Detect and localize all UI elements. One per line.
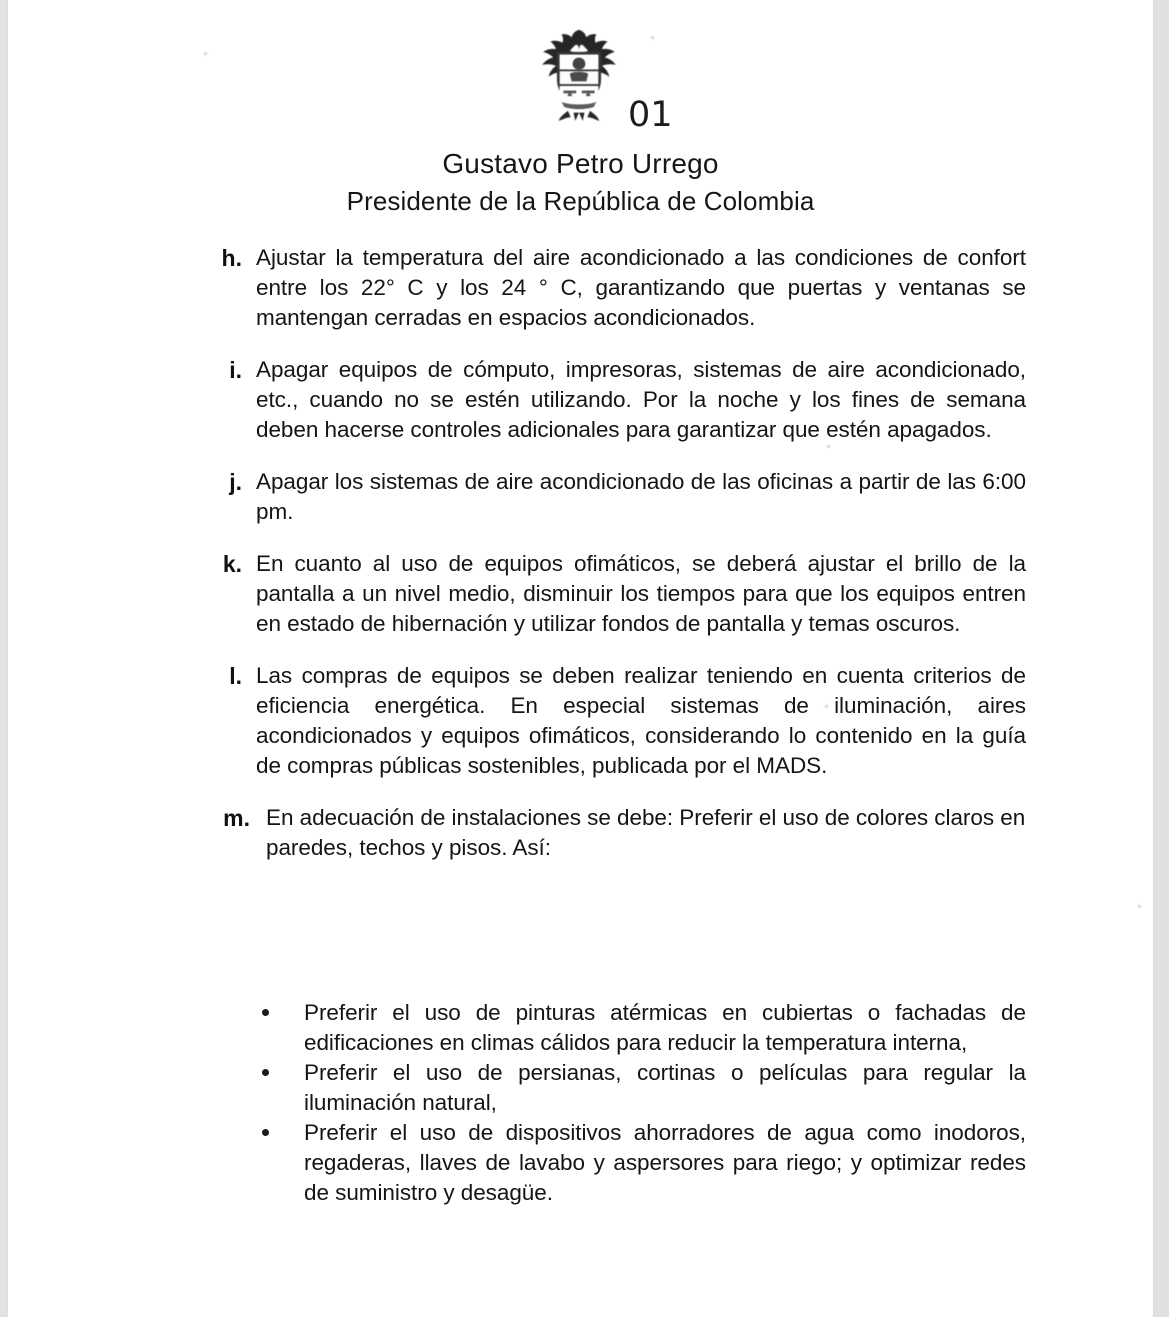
bullet-dot-icon [262,1129,269,1136]
page-left-margin-strip [0,0,8,1317]
clause-text: Las compras de equipos se deben realizar teniendo en cuenta criterios de eficiencia energética. En especial sistemas de iluminación, aires acondicionados y equipos ofimáticos, considerando lo contenido en la guía de compras públicas sostenibles, publicada por el MADS. [256,663,1026,778]
clause-item [8,661,1153,781]
clause-text: Ajustar la temperatura del aire acondicionado a las condiciones de confort entre los 22° C y los 24 ° C, garantizando que puertas y ventanas se mantengan cerradas en espacios acondicionados. [256,245,1026,330]
clause-text: Apagar equipos de cómputo, impresoras, sistemas de aire acondicionado, etc., cuando no se estén utilizando. Por la noche y los fines de semana deben hacerse controles adicionales para garantizar que estén apagados. [256,357,1026,442]
document-page [8,0,1153,1317]
list-item-text: Preferir el uso de pinturas atérmicas en cubiertas o fachadas de edificaciones en climas cálidos para reducir la temperatura interna, [304,1000,1026,1055]
lettered-clause-list [8,243,1153,885]
letterhead [8,0,1153,218]
emblem-row [8,0,1153,135]
clause-marker: i. [229,357,242,383]
clause-item [8,355,1153,445]
list-item [304,1118,1026,1208]
clause-marker: m. [223,805,250,831]
clause-item [8,467,1153,527]
clause-text: En adecuación de instalaciones se debe: Preferir el uso de colores claros en paredes, techos y pisos. Así: [266,805,1026,860]
list-item [304,998,1026,1058]
president-name: Gustavo Petro Urrego [442,148,719,179]
bullet-list [8,998,1153,1208]
page-right-margin-strip [1153,0,1169,1317]
clause-item [8,803,1153,863]
list-item-text: Preferir el uso de dispositivos ahorradores de agua como inodoros, regaderas, llaves de lavabo y aspersores para riego; y optimizar redes de suministro y desagüe. [304,1120,1026,1205]
clause-marker: k. [222,551,242,577]
list-item [304,1058,1026,1118]
clause-marker: h. [221,245,242,271]
colombia-coat-of-arms-icon [533,26,625,122]
clause-text: Apagar los sistemas de aire acondicionado de las oficinas a partir de las 6:00 pm. [256,469,1026,524]
list-item-text: Preferir el uso de persianas, cortinas o películas para regular la iluminación natural, [304,1060,1026,1115]
clause-text: En cuanto al uso de equipos ofimáticos, se deberá ajustar el brillo de la pantalla a un nivel medio, disminuir los tiempos para que los equipos entren en estado de hibernación y utilizar fondos de pantalla y temas oscuros. [256,551,1026,636]
president-title: Presidente de la República de Colombia [346,186,815,216]
clause-item [8,549,1153,639]
scan-speckle [1138,905,1141,908]
clause-marker: l. [229,663,242,689]
page-number: 01 [628,95,673,135]
bullet-dot-icon [262,1009,269,1016]
clause-item [8,243,1153,333]
bullet-dot-icon [262,1069,269,1076]
clause-marker: j. [229,469,242,495]
